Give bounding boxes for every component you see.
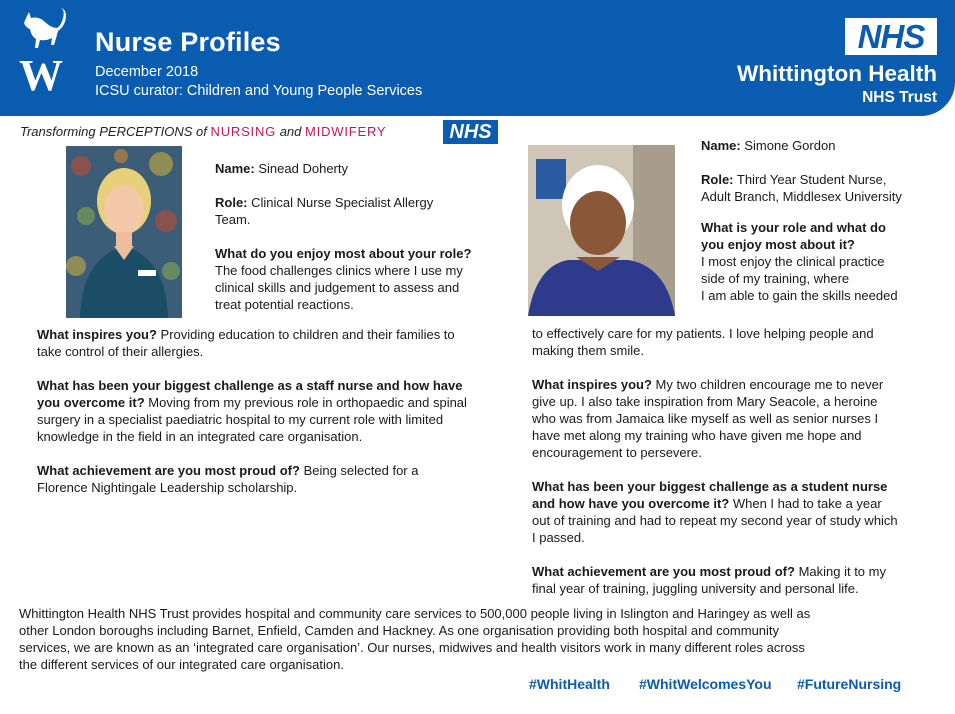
profile-photo-sinead — [66, 146, 182, 318]
profile1-details: What inspires you? Providing education to children and their families to take control of their allergies. What has been your biggest challenge as a staff nurse and how have you overcome it? Moving from my previous role in orthopaedic and spinal surgery in a specialist paediatric hospital to my current role with limited knowledge in the field in an integrated care organisation. What achievement are you most proud of? Being selected for a Florence Nightingale Leadership scholarship. — [37, 327, 467, 495]
hashtag-whithealth[interactable]: #WhitHealth — [529, 676, 610, 692]
cat-icon — [24, 8, 66, 48]
nhs-logo: NHS — [845, 18, 937, 55]
hashtag-futurenursing[interactable]: #FutureNursing — [797, 676, 902, 692]
profile2-intro: Name: Simone Gordon Role: Third Year Student Nurse, Adult Branch, Middlesex University What is your role and what do you enjoy most about it? I most enjoy the clinical practice side of my training, where I am able to gain the skills needed — [701, 138, 902, 303]
svg-text:W: W — [19, 51, 63, 96]
profile1-intro: Name: Sinead Doherty Role: Clinical Nurse Specialist Allergy Team. What do you enjoy most about your role? The food challenges clinics where I use my clinical skills and judgement to assess and treat potential reactions. — [215, 161, 472, 312]
curator-label: ICSU curator: Children and Young People Services — [95, 83, 423, 99]
campaign-banner: Transforming PERCEPTIONS of NURSING and MIDWIFERY — [20, 124, 387, 139]
date-label: December 2018 — [95, 64, 199, 80]
cat-logo — [12, 4, 70, 96]
profile2-details: to effectively care for my patients. I love helping people and making them smile. What inspires you? My two children encourage me to never give up. I also take inspiration from Mary Seacole, a heroine who was from Jamaica like myself as well as senior nurses I have met along my training who have given me hope and encouragement to persevere. What has been your biggest challenge as a student nurse and how have you overcome it? When I had to take a year out of training and had to repeat my second year of study which I passed. What achievement are you most proud of? Making it to my final year of training, juggling university and personal life. — [532, 326, 898, 596]
page-title: Nurse Profiles — [95, 27, 281, 57]
profile-photo-simone — [528, 145, 675, 316]
footer-description: Whittington Health NHS Trust provides hospital and community care services to 500,000 people living in Islington and Haringey as well as other London boroughs including Barnet, Enfield, Camden and Hackney. As one organisation providing both hospital and community services, we are known as an ‘integrated care organisation’. Our nurses, midwives and health visitors work in many different roles across the different services of our integrated care organisation. — [19, 606, 811, 672]
hashtag-whitwelcomesyou[interactable]: #WhitWelcomesYou — [639, 676, 772, 692]
header-banner — [0, 0, 955, 116]
org-trust: NHS Trust — [862, 89, 937, 106]
banner-nhs-logo: NHS — [443, 120, 498, 144]
org-name: Whittington Health — [737, 61, 937, 86]
